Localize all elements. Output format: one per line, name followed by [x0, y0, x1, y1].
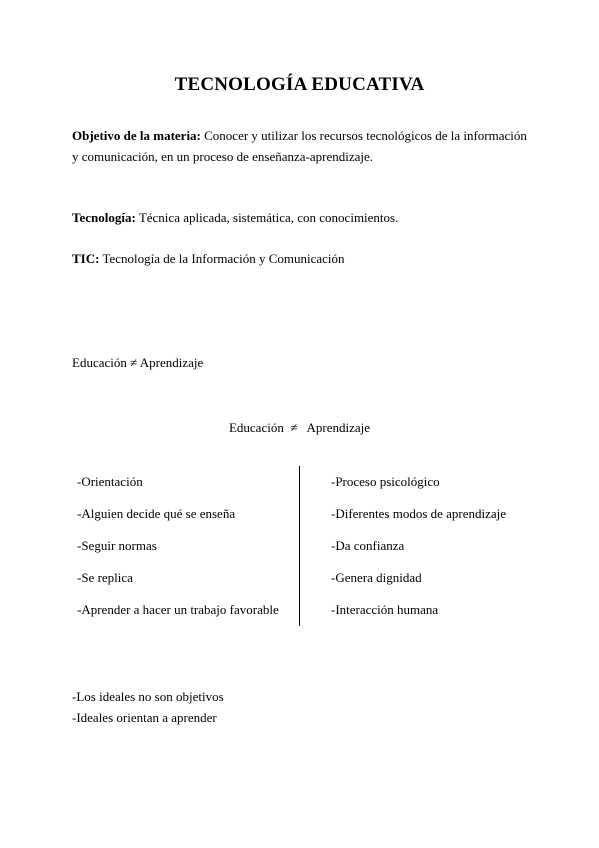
tic-paragraph: [72, 248, 532, 269]
tecnologia-text: Técnica aplicada, sistemática, con conocimientos.: [135, 210, 399, 225]
comparison-row: [72, 594, 527, 626]
comparison-left-cell: -Alguien decide qué se enseña: [72, 498, 300, 530]
document-title: TECNOLOGÍA EDUCATIVA: [174, 74, 425, 95]
objetivo-paragraph: [72, 125, 532, 167]
comparison-row: [72, 530, 527, 562]
comparison-row: [72, 498, 527, 530]
tecnologia-label: Tecnología:: [72, 210, 136, 225]
tic-text: Tecnología de la Información y Comunicación: [99, 251, 345, 266]
tecnologia-paragraph: [72, 207, 532, 228]
comparison-header: Educación ≠ Aprendizaje: [228, 420, 371, 435]
objetivo-label: Objetivo de la materia:: [72, 128, 201, 143]
comparison-row: [72, 466, 527, 498]
comparison-right-cell: -Interacción humana: [331, 602, 439, 617]
comparison-left-cell: -Se replica: [72, 562, 300, 594]
comparison-left-cell: -Orientación: [72, 466, 300, 498]
notes-list: [72, 686, 224, 728]
inequality-line: Educación ≠ Aprendizaje: [72, 355, 204, 370]
comparison-right-cell: -Proceso psicológico: [331, 474, 440, 489]
comparison-table: [72, 466, 527, 626]
comparison-left-cell: -Aprender a hacer un trabajo favorable: [72, 594, 300, 626]
comparison-right-cell: -Genera dignidad: [331, 570, 422, 585]
comparison-right-cell: -Da confianza: [331, 538, 405, 553]
comparison-left-cell: -Seguir normas: [72, 530, 300, 562]
tic-label: TIC:: [72, 251, 100, 266]
objetivo-text: Conocer y utilizar los recursos tecnológicos de la información y comunicación, en un proceso de enseñanza-aprendizaje.: [72, 128, 527, 164]
comparison-right-cell: -Diferentes modos de aprendizaje: [331, 506, 507, 521]
note-item: -Ideales orientan a aprender: [72, 710, 217, 725]
note-item: -Los ideales no son objetivos: [72, 689, 224, 704]
comparison-row: [72, 562, 527, 594]
